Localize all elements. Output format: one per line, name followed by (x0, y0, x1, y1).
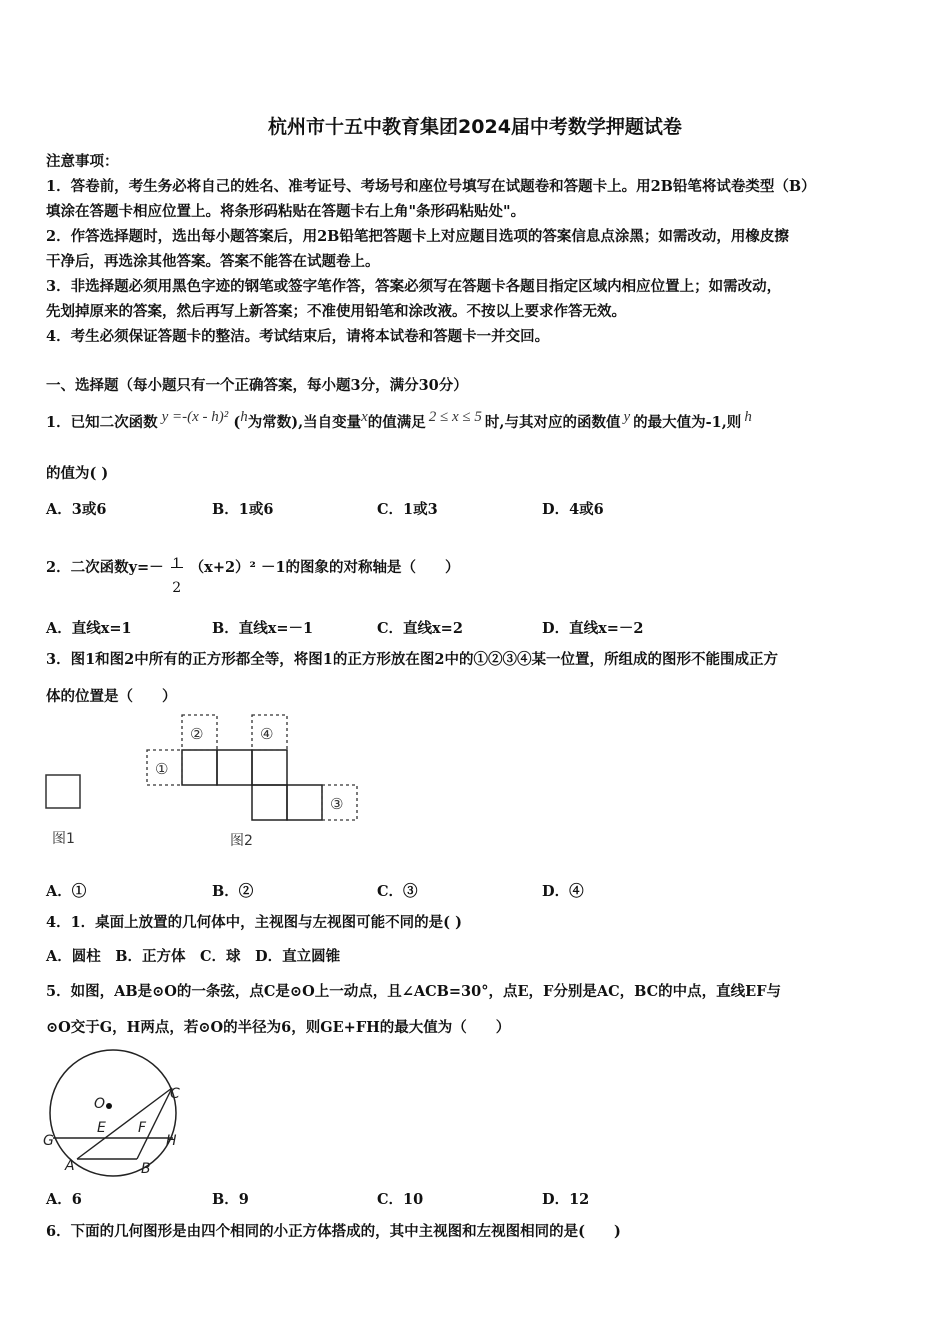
option-a: A．3或6 (46, 501, 107, 518)
option-b: B．1或6 (212, 501, 274, 518)
label-e: E (97, 1120, 106, 1136)
center-point (106, 1103, 112, 1109)
notice-line: 填涂在答题卡相应位置上。将条形码粘贴在答题卡右上角"条形码粘贴处"。 (46, 203, 526, 220)
question-6: 6．下面的几何图形是由四个相同的小正方体搭成的，其中主视图和左视图相同的是( ) (46, 1223, 621, 1240)
option-b: B．直线x=－1 (212, 620, 314, 637)
question-5: 5．如图，AB是⊙O的一条弦，点C是⊙O上一动点，且∠ACB=30°，点E，F分别是AC，BC的中点，直线EF与 (46, 983, 782, 1000)
label-b: B (141, 1161, 151, 1177)
option-d: D．12 (542, 1191, 590, 1208)
label-f: F (138, 1120, 147, 1136)
figure1-square (46, 775, 80, 808)
marker-4: ④ (260, 725, 274, 743)
figure2-label: 图2 (230, 833, 253, 849)
section-heading: 一、选择题（每小题只有一个正确答案，每小题3分，满分30分） (46, 377, 468, 394)
notice-line: 4．考生必须保证答题卡的整洁。考试结束后，请将本试卷和答题卡一并交回。 (46, 328, 550, 345)
range-formula: 2 ≤ x ≤ 5 (428, 409, 482, 425)
option-a: A．6 (46, 1191, 82, 1208)
option-a: A．① (46, 883, 87, 900)
question-3: 3．图1和图2中所有的正方形都全等，将图1的正方形放在图2中的①②③④某一位置，所组成的图形不能围成正方 (46, 651, 778, 668)
question-2: 2．二次函数y=－ 1 2 （x+2）² －1的图象的对称轴是（ ） (46, 548, 460, 588)
notice-line: 3．非选择题必须用黑色字迹的钢笔或签字笔作答，答案必须写在答题卡各题目指定区域内相应位置上；如需改动， (46, 278, 782, 295)
question-4-options: A．圆柱 B．正方体 C．球 D．直立圆锥 (46, 948, 341, 965)
question-5-line2: ⊙O交于G，H两点，若⊙O的半径为6，则GE+FH的最大值为（ ） (46, 1019, 511, 1036)
option-c: C．③ (377, 883, 418, 900)
fraction: 1 2 (172, 556, 182, 596)
figure-lines (53, 1088, 173, 1159)
figure1-label: 图1 (52, 831, 75, 847)
option-c: C．1或3 (377, 501, 438, 518)
option-a: A．直线x=1 (46, 620, 132, 637)
cube-net-figure (40, 712, 370, 857)
option-d: D．④ (542, 883, 584, 900)
circle-figure (40, 1046, 190, 1181)
notice-line: 先划掉原来的答案，然后再写上新答案；不准使用铅笔和涂改液。不按以上要求作答无效。 (46, 303, 626, 320)
page-title: 杭州市十五中教育集团2024届中考数学押题试卷 (268, 116, 682, 138)
question-4: 4．1．桌面上放置的几何体中，主视图与左视图可能不同的是( ) (46, 914, 462, 931)
notice-line: 干净后，再选涂其他答案。答案不能答在试题卷上。 (46, 253, 380, 270)
formula: y =-(x - h)² (161, 409, 229, 425)
marker-2: ② (190, 725, 204, 743)
notice-line: 2．作答选择题时，选出每小题答案后，用2B铅笔把答题卡上对应题目选项的答案信息点涂黑；如需改动，用橡皮擦 (46, 228, 789, 245)
figure2-net (182, 750, 322, 820)
marker-3: ③ (330, 795, 344, 813)
question-3-line2: 体的位置是（ ） (46, 688, 177, 705)
notice-heading: 注意事项： (46, 153, 119, 170)
option-d: D．4或6 (542, 501, 604, 518)
option-b: B．9 (212, 1191, 249, 1208)
label-h: H (166, 1133, 177, 1149)
option-c: C．直线x=2 (377, 620, 463, 637)
question-1: 1．已知二次函数 y =-(x - h)² (h为常数),当自变量x的值满足 2 ≤ x ≤ 5 时,与其对应的函数值 y 的最大值为-1,则 h (46, 409, 752, 431)
label-o: O (94, 1096, 106, 1112)
option-c: C．10 (377, 1191, 424, 1208)
question-1-line2: 的值为( ) (46, 465, 109, 482)
label-c: C (170, 1086, 180, 1102)
label-g: G (43, 1133, 54, 1149)
notice-line: 1．答卷前，考生务必将自己的姓名、准考证号、考场号和座位号填写在试题卷和答题卡上。用2B铅笔将试卷类型（B） (46, 178, 816, 195)
option-b: B．② (212, 883, 254, 900)
marker-1: ① (155, 760, 169, 778)
option-d: D．直线x=－2 (542, 620, 644, 637)
label-a: A (65, 1158, 75, 1174)
